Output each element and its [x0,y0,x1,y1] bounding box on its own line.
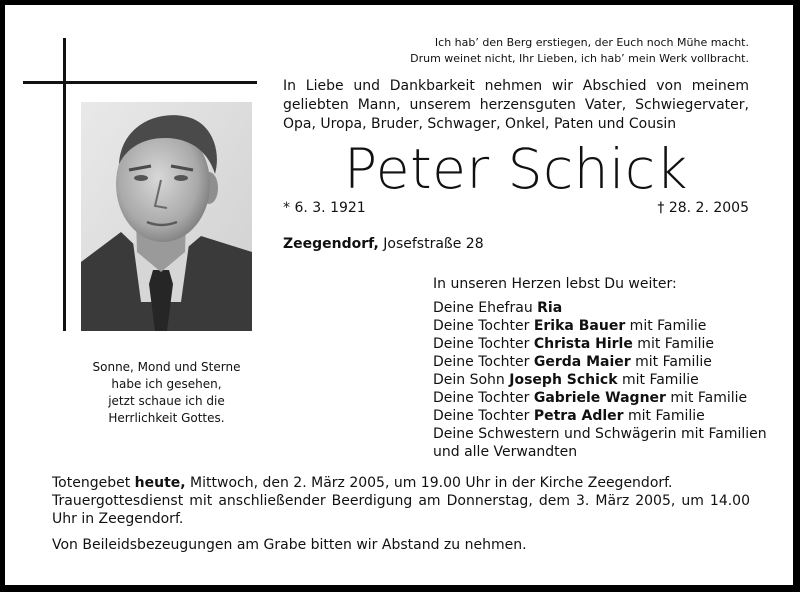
prayer-service-line [52,474,750,492]
verse-line: jetzt schaue ich die [108,394,225,408]
survivor-relation: Deine Tochter [433,318,534,334]
survivor-row [433,353,753,371]
survivor-suffix: mit Familie [617,372,699,388]
verse-line: habe ich gesehen, [111,377,222,391]
survivor-relation: Deine Tochter [433,354,534,370]
deceased-name: Peter Schick [344,137,688,201]
survivor-name: Erika Bauer [533,318,626,334]
death-date: † 28. 2. 2005 [657,200,749,216]
survivor-row [433,317,753,335]
service-today: heute, [134,475,186,491]
survivor-name: Christa Hirle [533,336,633,352]
survivor-suffix: mit Familie [632,336,715,352]
survivor-name: Petra Adler [533,408,624,424]
survivors-extra-line: Deine Schwestern und Schwägerin mit Familien [433,426,767,442]
survivor-name: Gabriele Wagner [533,390,666,406]
survivor-relation: Deine Tochter [433,336,534,352]
survivor-relation: Deine Ehefrau [433,300,538,316]
funeral-service-line: Trauergottesdienst mit anschließender Beerdigung am Donnerstag, dem 3. März 2005, um 14.00 Uhr in Zeegendorf. [52,493,750,527]
intro-text: In Liebe und Dankbarkeit nehmen wir Abschied von meinem geliebten Mann, unserem herzensguten Vater, Schwiegervater, Opa, Uropa, Bruder, Schwager, Onkel, Paten und Cousin [283,78,749,132]
verse-line: Herrlichkeit Gottes. [108,411,225,425]
portrait-photo [81,102,252,331]
survivor-name: Joseph Schick [509,372,618,388]
residence-street: Josefstraße 28 [383,236,484,252]
survivor-suffix: mit Familie [623,408,705,424]
survivors-list [433,275,767,461]
survivor-row [433,299,753,317]
verse-line: Sonne, Mond und Sterne [92,360,241,374]
survivor-suffix: mit Familie [625,318,707,334]
survivor-relation: Deine Tochter [433,390,534,406]
survivor-relation: Deine Tochter [433,408,534,424]
survivor-row [433,389,753,407]
service-rest: Mittwoch, den 2. März 2005, um 19.00 Uhr in der Kirche Zeegendorf. [185,475,673,491]
survivor-row [433,335,753,353]
verse-quote [81,359,252,427]
closing-note: Von Beileidsbezeugungen am Grabe bitten wir Abstand zu nehmen. [52,537,527,553]
service-prefix: Totengebet [52,475,135,491]
survivor-name: Gerda Maier [533,354,631,370]
birth-date: * 6. 3. 1921 [283,200,366,216]
survivor-name: Ria [537,300,563,316]
residence [283,235,484,253]
residence-town: Zeegendorf, [283,236,379,252]
service-details [52,474,750,528]
survivor-suffix: mit Familie [665,390,748,406]
survivor-relation: Dein Sohn [433,372,510,388]
motto-line: Drum weinet nicht, Ihr Lieben, ich hab’ mein Werk vollbracht. [410,52,749,65]
cross-horizontal-bar [23,81,257,84]
survivor-row [433,371,753,389]
survivor-suffix: mit Familie [630,354,712,370]
survivors-extra-line: und alle Verwandten [433,444,578,460]
survivors-heading: In unseren Herzen lebst Du weiter: [433,276,677,292]
motto-line: Ich hab’ den Berg erstiegen, der Euch noch Mühe macht. [434,36,749,49]
obituary-card [5,5,793,585]
motto-quote [305,35,749,67]
survivor-row [433,407,753,425]
